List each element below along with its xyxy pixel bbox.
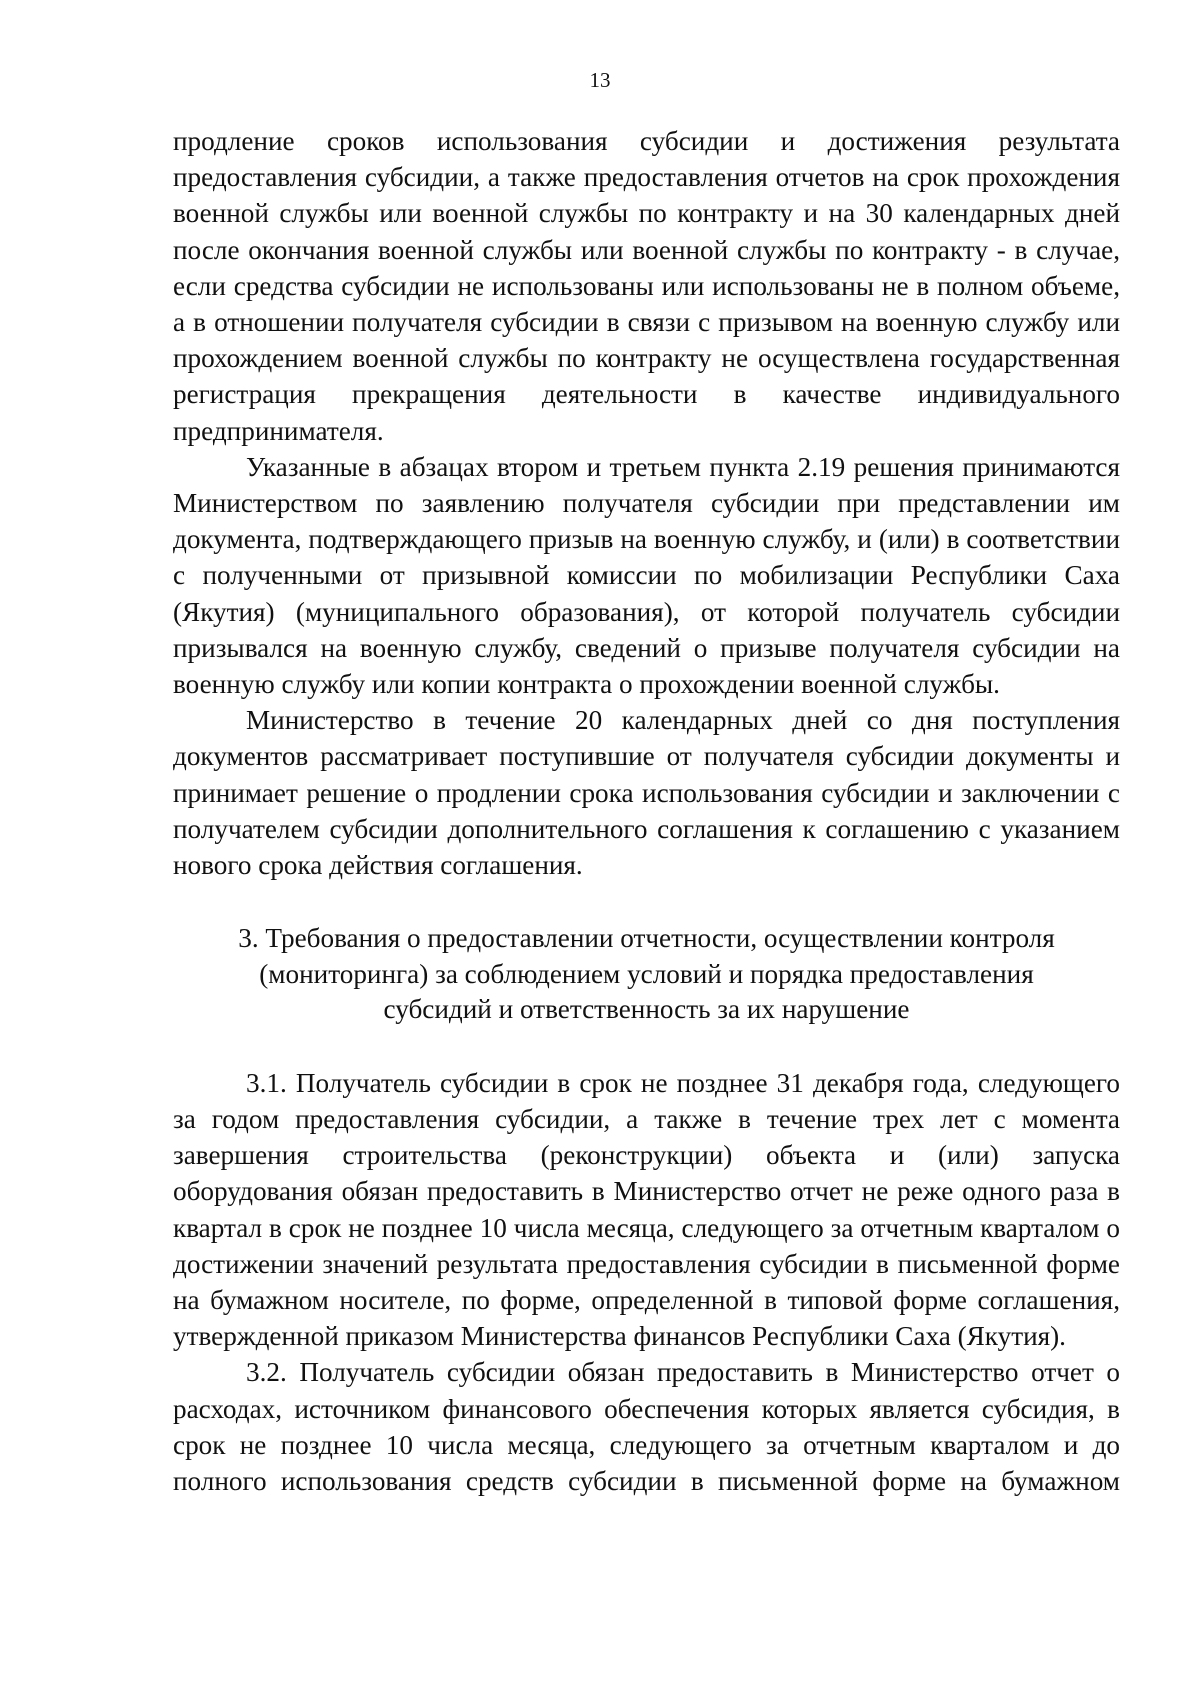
page-number: 13: [589, 68, 611, 92]
section-heading-line: субсидий и ответственность за их нарушение: [383, 994, 910, 1025]
section-heading: [173, 921, 1120, 1028]
paragraph-3-1: 3.1. Получатель субсидии в срок не позднее 31 декабря года, следующего за годом предоставления субсидии, а также в течение трех лет с момента завершения строительства (реконструкции) объекта и (или) запуска оборудования обязан предоставить в Министерство отчет не реже одного раза в квартал в срок не позднее 10 числа месяца, следующего за отчетным кварталом о достижении значений результата предоставления субсидии в письменной форме на бумажном носителе, по форме, определенной в типовой форме соглашения, утвержденной приказом Министерства финансов Республики Саха (Якутия).: [173, 1067, 1120, 1352]
document-body: [173, 123, 1120, 1499]
paragraph-3-2: 3.2. Получатель субсидии обязан предоставить в Министерство отчет о расходах, источником финансового обеспечения которых является субсидия, в срок не позднее 10 числа месяца, следующего за отчетным кварталом и до полного использования средств субсидии в письменной форме на бумажном: [173, 1357, 1120, 1496]
paragraph-decisions: Указанные в абзацах втором и третьем пункта 2.19 решения принимаются Министерством по заявлению получателя субсидии при представлении им документа, подтверждающего призыв на военную службу, и (или) в соответствии с полученными от призывной комиссии по мобилизации Республики Саха (Якутия) (муниципального образования), от которой получатель субсидии призывался на военную службу, сведений о призыве получателя субсидии на военную службу или копии контракта о прохождении военной службы.: [173, 451, 1120, 700]
paragraph-ministry-review: Министерство в течение 20 календарных дней со дня поступления документов рассматривает поступившие от получателя субсидии документы и принимает решение о продлении срока использования субсидии и заключении с получателем субсидии дополнительного соглашения к соглашению с указанием нового срока действия соглашения.: [173, 705, 1120, 881]
section-heading-line: 3. Требования о предоставлении отчетности, осуществлении контроля: [238, 923, 1055, 954]
paragraph-continuation: продление сроков использования субсидии и достижения результата предоставления субсидии, а также предоставления отчетов на срок прохождения военной службы или военной службы по контракту и на 30 календарных дней после окончания военной службы или военной службы по контракту - в случае, если средства субсидии не использованы или использованы не в полном объеме, а в отношении получателя субсидии в связи с призывом на военную службу или прохождением военной службы по контракту не осуществлена государственная регистрация прекращения деятельности в качестве индивидуального предпринимателя.: [173, 126, 1120, 446]
section-heading-line: (мониторинга) за соблюдением условий и порядка предоставления: [259, 958, 1034, 989]
